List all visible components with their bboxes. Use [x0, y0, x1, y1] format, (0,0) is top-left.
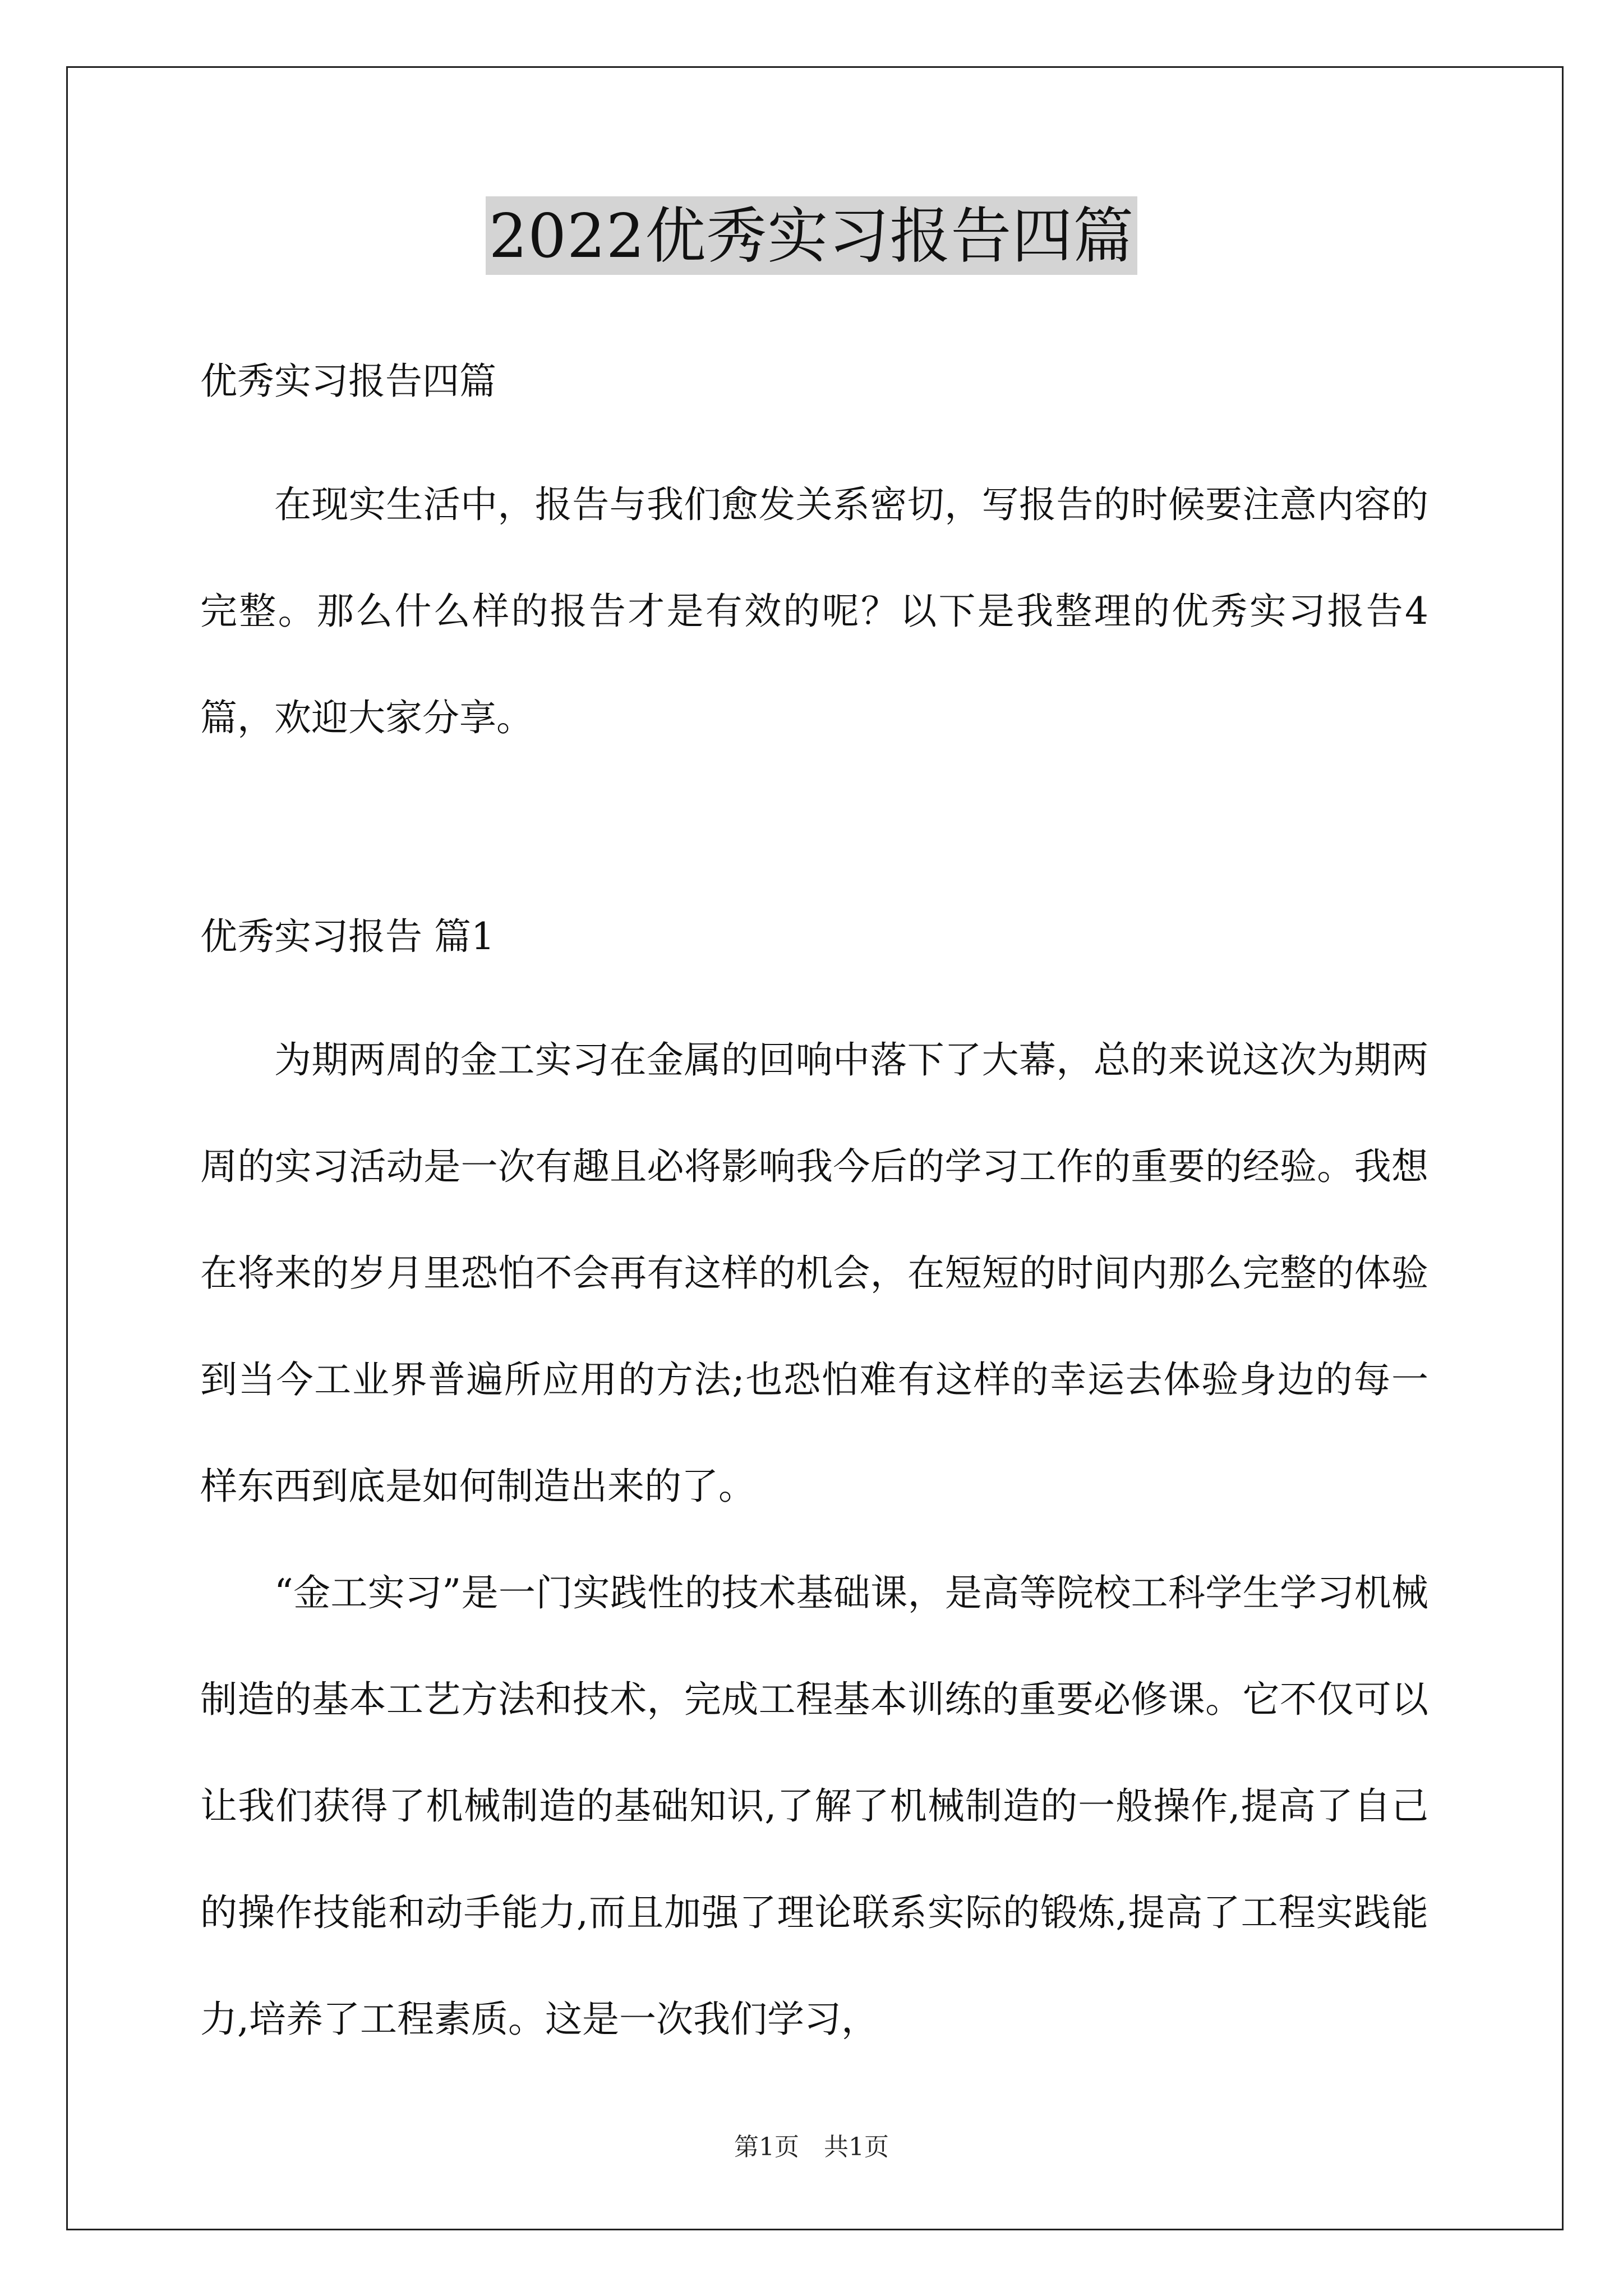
title-container	[0, 196, 1623, 275]
document-title: 2022优秀实习报告四篇	[486, 196, 1138, 275]
document-body	[200, 314, 1428, 2073]
page-footer: 第1页 共1页	[734, 2133, 889, 2161]
section-heading: 优秀实习报告 篇1	[200, 915, 495, 958]
intro-paragraph: 在现实生活中，报告与我们愈发关系密切，写报告的时候要注意内容的完整。那么什么样的报告才是有效的呢？以下是我整理的优秀实习报告4篇，欢迎大家分享。	[200, 483, 1428, 739]
document-subtitle: 优秀实习报告四篇	[200, 360, 496, 403]
section-paragraph-2: “金工实习”是一门实践性的技术基础课，是高等院校工科学生学习机械制造的基本工艺方法和技术，完成工程基本训练的重要必修课。它不仅可以让我们获得了机械制造的基础知识,了解了机械制造的一般操作,提高了自己的操作技能和动手能力,而且加强了理论联系实际的锻炼,提高了工程实践能力,培养了工程素质。这是一次我们学习，	[200, 1571, 1428, 2041]
section-paragraph-1: 为期两周的金工实习在金属的回响中落下了大幕，总的来说这次为期两周的实习活动是一次有趣且必将影响我今后的学习工作的重要的经验。我想在将来的岁月里恐怕不会再有这样的机会，在短短的时间内那么完整的体验到当今工业界普遍所应用的方法;也恐怕难有这样的幸运去体验身边的每一样东西到底是如何制造出来的了。	[200, 1038, 1428, 1508]
